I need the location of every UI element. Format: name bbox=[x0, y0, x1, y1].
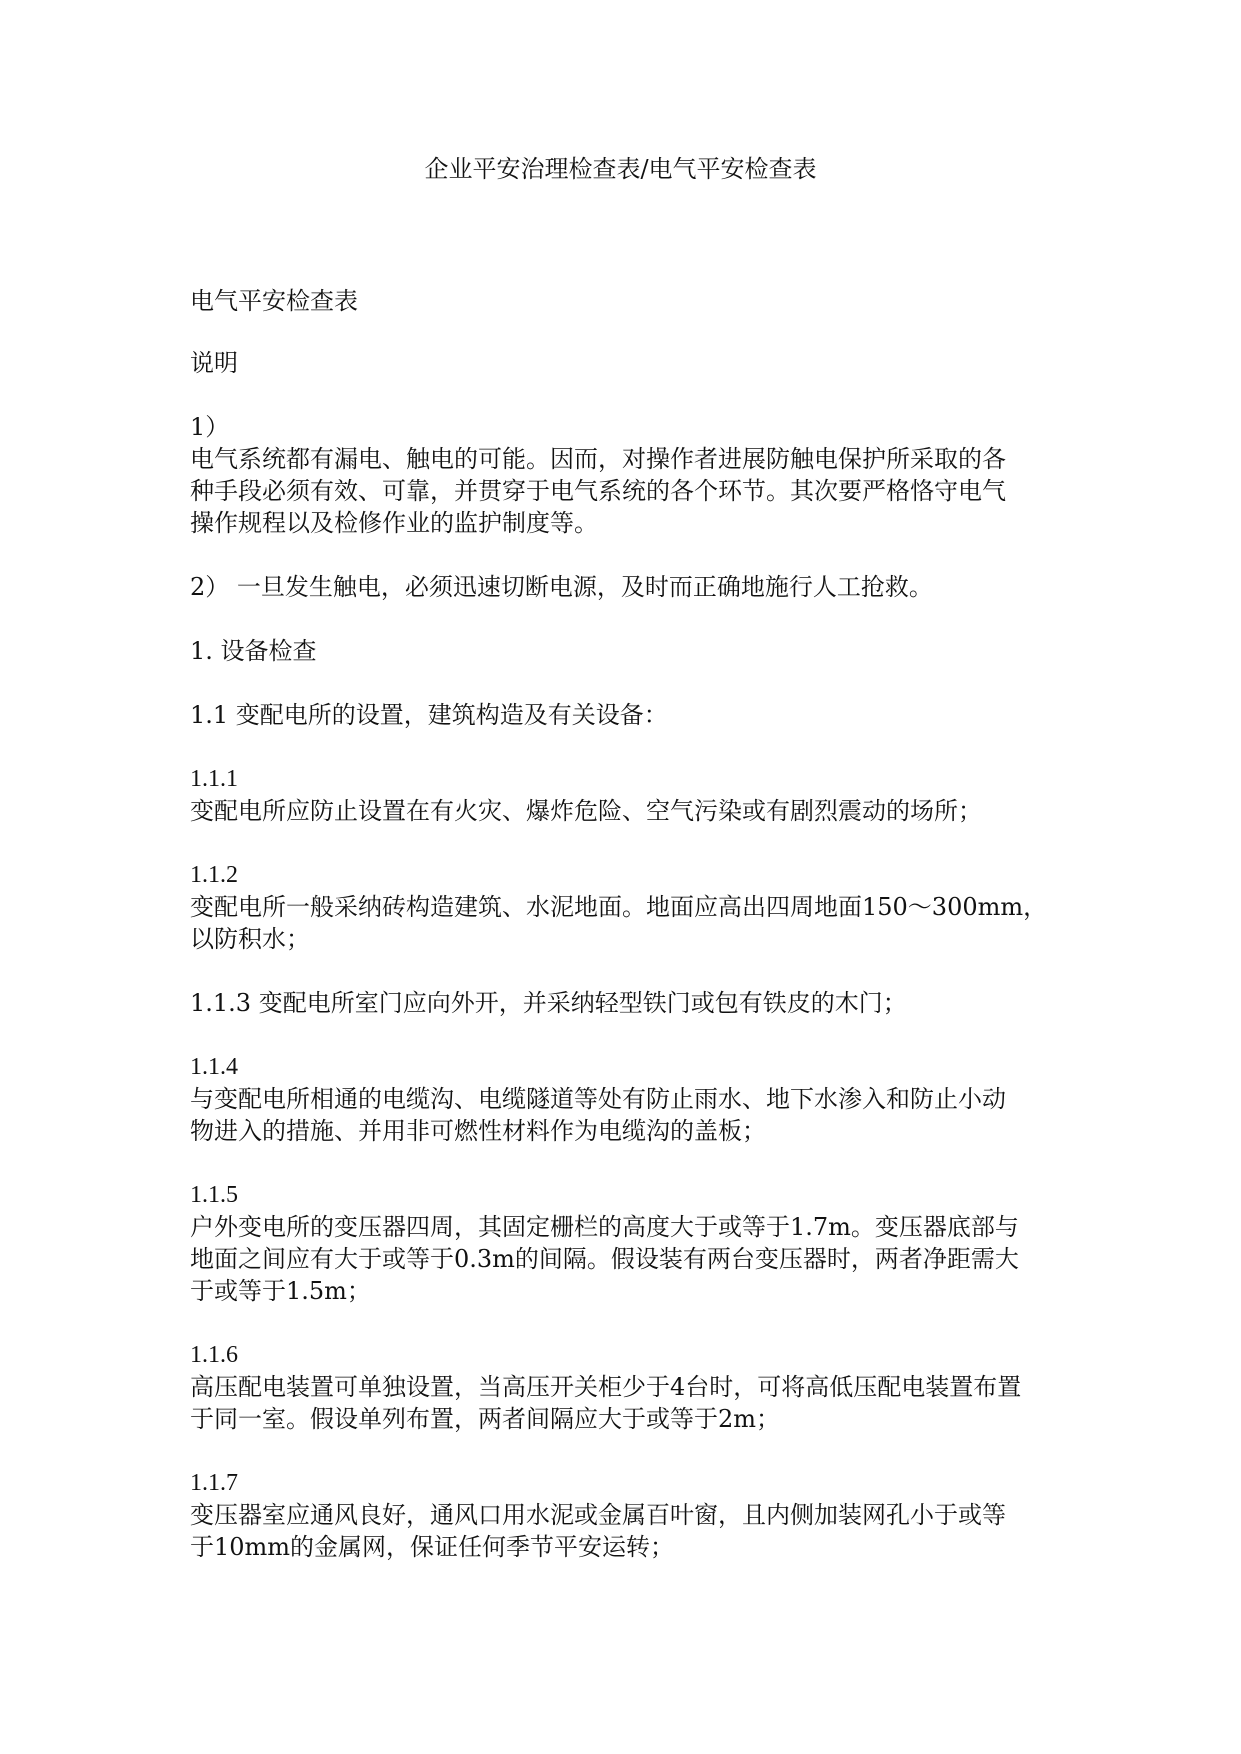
item-1-1-1-number: 1.1.1 bbox=[190, 766, 238, 792]
item-1-1-2-number: 1.1.2 bbox=[190, 862, 238, 888]
item-1-1-6-text: 于同一室。假设单列布置，两者间隔应大于或等于2m； bbox=[190, 1405, 781, 1433]
note-2: 2） 一旦发生触电，必须迅速切断电源，及时而正确地施行人工抢救。 bbox=[190, 573, 933, 601]
item-1-1-4-number: 1.1.4 bbox=[190, 1054, 238, 1080]
notes-label: 说明 bbox=[190, 349, 238, 377]
item-1-1-7-text: 于10mm的金属网，保证任何季节平安运转； bbox=[190, 1533, 675, 1561]
item-1-1-7-text: 变压器室应通风良好，通风口用水泥或金属百叶窗，且内侧加装网孔小于或等 bbox=[190, 1501, 1006, 1529]
item-1-1-5-text: 地面之间应有大于或等于0.3m的间隔。假设装有两台变压器时，两者净距需大 bbox=[190, 1245, 1019, 1273]
section-1-1-heading: 1.1 变配电所的设置，建筑构造及有关设备： bbox=[190, 701, 668, 729]
document-title: 企业平安治理检查表/电气平安检查表 bbox=[424, 155, 817, 183]
note-1-line: 种手段必须有效、可靠，并贯穿于电气系统的各个环节。其次要严格恪守电气 bbox=[190, 477, 1006, 505]
item-1-1-7-number: 1.1.7 bbox=[190, 1470, 238, 1496]
item-1-1-6-text: 高压配电装置可单独设置，当高压开关柜少于4台时，可将高低压配电装置布置 bbox=[190, 1373, 1022, 1401]
note-1-line: 电气系统都有漏电、触电的可能。因而，对操作者进展防触电保护所采取的各 bbox=[190, 445, 1006, 473]
item-1-1-5-text: 户外变电所的变压器四周，其固定栅栏的高度大于或等于1.7m。变压器底部与 bbox=[190, 1213, 1019, 1241]
item-1-1-3: 1.1.3 变配电所室门应向外开，并采纳轻型铁门或包有铁皮的木门； bbox=[190, 989, 907, 1017]
note-1-marker: 1） bbox=[190, 413, 230, 441]
item-1-1-5-text: 于或等于1.5m； bbox=[190, 1277, 371, 1305]
note-1-line: 操作规程以及检修作业的监护制度等。 bbox=[190, 509, 598, 537]
item-1-1-2-text: 变配电所一般采纳砖构造建筑、水泥地面。地面应高出四周地面150～300mm， bbox=[190, 893, 1048, 921]
item-1-1-6-number: 1.1.6 bbox=[190, 1342, 238, 1368]
section-heading: 电气平安检查表 bbox=[190, 287, 358, 315]
item-1-1-4-text: 物进入的措施、并用非可燃性材料作为电缆沟的盖板； bbox=[190, 1117, 766, 1145]
section-1-heading: 1. 设备检查 bbox=[190, 637, 317, 665]
item-1-1-4-text: 与变配电所相通的电缆沟、电缆隧道等处有防止雨水、地下水渗入和防止小动 bbox=[190, 1085, 1006, 1113]
item-1-1-1-text: 变配电所应防止设置在有火灾、爆炸危险、空气污染或有剧烈震动的场所； bbox=[190, 797, 982, 825]
item-1-1-5-number: 1.1.5 bbox=[190, 1182, 238, 1208]
item-1-1-2-text: 以防积水； bbox=[190, 925, 310, 953]
